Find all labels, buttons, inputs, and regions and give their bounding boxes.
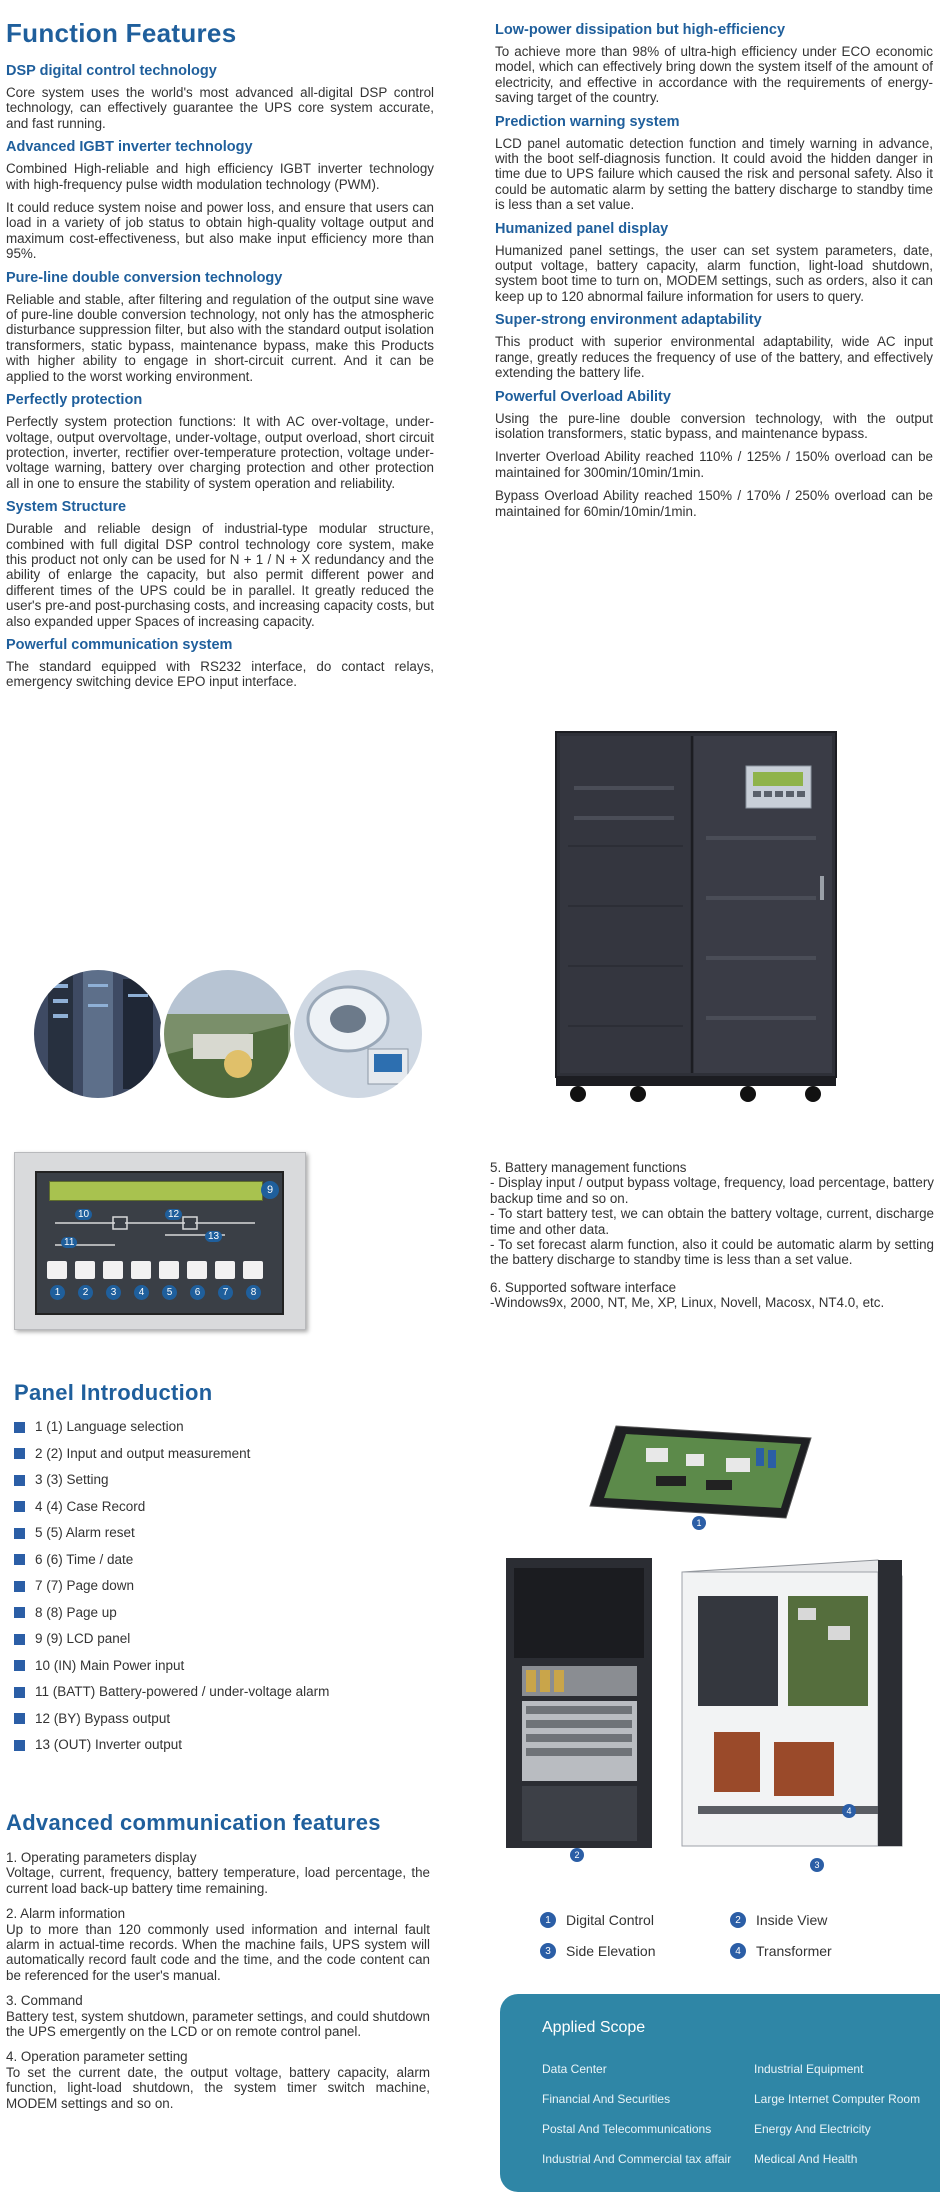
feature-paragraph: It could reduce system noise and power loss, and ensure that users can load in a variety of job status to obtain high-quality voltage output and maximum cost-effectiveness, but also make input efficiency more than 95%. — [6, 200, 434, 262]
panel-intro-label: 11 (BATT) Battery-powered / under-voltage alarm — [35, 1684, 330, 1699]
lcd-number-10: 10 — [75, 1209, 92, 1220]
function-features-left — [6, 18, 434, 698]
scope-item-left: Financial And Securities — [542, 2092, 671, 2106]
panel-intro-item — [14, 1653, 414, 1680]
panel-key — [47, 1261, 67, 1279]
photo-circles-graphic — [28, 964, 448, 1104]
bullet-square-icon — [14, 1501, 25, 1512]
bullet-square-icon — [14, 1740, 25, 1751]
battery-item — [490, 1160, 934, 1268]
panel-intro-item — [14, 1600, 414, 1627]
function-features-right — [495, 22, 933, 527]
panel-keys-row — [47, 1261, 272, 1309]
scope-item-left: Industrial And Commercial tax affair — [542, 2152, 732, 2166]
advanced-item — [6, 1850, 430, 1896]
feature-paragraph: Humanized panel settings, the user can set system parameters, date, output voltage, battery capacity, alarm function, light-load shutdown, system boot time to turn on, MODEM settings, such as orders, also it can keep up to 120 abnormal failure information for users to query. — [495, 242, 933, 304]
scope-item-left: Data Center — [542, 2062, 607, 2076]
feature-heading: Low-power dissipation but high-efficiency — [495, 22, 786, 38]
panel-intro-item — [14, 1626, 414, 1653]
lcd-number-13: 13 — [205, 1231, 222, 1242]
board-graphic — [586, 1418, 816, 1530]
panel-intro-label: 13 (OUT) Inverter output — [35, 1737, 183, 1752]
feature-paragraph: Using the pure-line double conversion technology, with the output isolation transformers, static bypass, and maintenance bypass. — [495, 410, 933, 441]
panel-intro-item — [14, 1706, 414, 1733]
panel-inner — [35, 1171, 284, 1315]
bullet-square-icon — [14, 1422, 25, 1433]
bullet-square-icon — [14, 1581, 25, 1592]
battery-item-title: 6. Supported software interface — [490, 1279, 677, 1295]
advanced-item-desc: To set the current date, the output voltage, battery capacity, alarm function, light-load shutdown, the system timer switch machine, MODEM settings and so on. — [6, 2064, 430, 2111]
battery-items — [490, 1160, 934, 1311]
panel-intro-item — [14, 1679, 414, 1706]
badge-digital-control: 1 — [692, 1516, 706, 1530]
lcd-number-badge: 9 — [261, 1181, 279, 1199]
panel-intro-item — [14, 1467, 414, 1494]
feature-heading: Advanced IGBT inverter technology — [6, 139, 253, 156]
panel-key — [243, 1261, 263, 1279]
bullet-square-icon — [14, 1660, 25, 1671]
bullet-square-icon — [14, 1554, 25, 1565]
feature-paragraph: Inverter Overload Ability reached 110% / 125% / 150% overload can be maintained for 300min/10min/1min. — [495, 449, 933, 480]
battery-item — [490, 1280, 934, 1311]
server-room-photo — [28, 964, 168, 1104]
bullet-square-icon — [14, 1607, 25, 1618]
panel-key — [187, 1261, 207, 1279]
badge-transformer: 4 — [842, 1804, 856, 1818]
panel-key-number: 5 — [162, 1285, 177, 1300]
panel-intro-item — [14, 1494, 414, 1521]
lcd-screen — [49, 1181, 263, 1201]
panel-key-number: 1 — [50, 1285, 65, 1300]
right-feature-sections — [495, 22, 933, 519]
panel-intro-item — [14, 1547, 414, 1574]
scope-item-right: Large Internet Computer Room — [754, 2092, 921, 2106]
panel-key — [75, 1261, 95, 1279]
feature-paragraph: LCD panel automatic detection function and timely warning in advance, with the boot self-diagnosis function. It could avoid the hidden danger in time due to UPS failure which caused the risk and personal safety. Also it could be automatic alarm by setting the battery discharge to standby time is less than a set value. — [495, 135, 933, 213]
side-elevation-graphic — [678, 1556, 906, 1872]
scope-item-right: Energy And Electricity — [754, 2122, 871, 2136]
feature-heading: Perfectly protection — [6, 392, 143, 409]
panel-intro-label: 10 (IN) Main Power input — [35, 1657, 185, 1673]
panel-intro-label: 4 (4) Case Record — [35, 1498, 146, 1514]
factory-photo — [158, 964, 298, 1104]
lcd-number-11: 11 — [61, 1237, 77, 1248]
legend-item — [730, 1912, 827, 1928]
bullet-square-icon — [14, 1634, 25, 1645]
panel-key — [103, 1261, 123, 1279]
digital-control-board-image — [586, 1418, 816, 1530]
panel-intro-label: 12 (BY) Bypass output — [35, 1710, 171, 1726]
bullet-square-icon — [14, 1687, 25, 1698]
badge-side-elevation: 3 — [810, 1858, 824, 1872]
inside-view-graphic — [504, 1556, 654, 1862]
panel-key-number: 7 — [218, 1285, 233, 1300]
panel-intro-item — [14, 1732, 414, 1759]
feature-heading: Pure-line double conversion technology — [6, 269, 283, 286]
advanced-item-desc: Battery test, system shutdown, parameter settings, and could shutdown the UPS emergently on the LCD or on remote control panel. — [6, 2008, 430, 2040]
inside-view-image — [504, 1556, 654, 1862]
panel-intro-item — [14, 1414, 414, 1441]
bullet-square-icon — [14, 1713, 25, 1724]
panel-key-number: 3 — [106, 1285, 121, 1300]
battery-item-title: 5. Battery management functions — [490, 1160, 687, 1175]
advanced-item-desc: Voltage, current, frequency, battery temperature, load percentage, the current load back-up battery time remaining. — [6, 1865, 430, 1896]
battery-item-desc: - Display input / output bypass voltage, frequency, load percentage, battery backup time and so on. - To start battery test, we can obtain the battery voltage, current, discharge time and other data. - To set forecast alarm function, also it could be automatic alarm by setting the battery discharge to standby time is less than a set value. — [490, 1175, 934, 1268]
advanced-item-title: 4. Operation parameter setting — [6, 2049, 188, 2065]
advanced-items — [6, 1850, 430, 2111]
legend-number-badge: 1 — [540, 1912, 556, 1928]
scope-item-right: Medical And Health — [754, 2152, 858, 2166]
feature-paragraph: Combined High-reliable and high efficiency IGBT inverter technology with high-frequency pulse width modulation technology (PWM). — [6, 161, 434, 192]
panel-key-number: 4 — [134, 1285, 149, 1300]
lcd-number-12: 12 — [165, 1209, 182, 1220]
advanced-item-title: 1. Operating parameters display — [6, 1850, 197, 1865]
ups-cabinet-graphic — [548, 726, 868, 1106]
advanced-item-title: 3. Command — [6, 1993, 83, 2009]
panel-intro-label: 1 (1) Language selection — [35, 1419, 184, 1434]
medical-equipment-photo — [288, 964, 428, 1104]
feature-heading: Prediction warning system — [495, 113, 680, 130]
panel-introduction — [14, 1380, 414, 1759]
feature-paragraph: Core system uses the world's most advanced all-digital DSP control technology, can effectively guarantee the UPS core system accurate, and fast running. — [6, 85, 434, 131]
feature-paragraph: Reliable and stable, after filtering and regulation of the output sine wave of pure-line double conversion technology, not only has the atmospheric disturbance suppression filter, but also with the standard output isolation transformers, static bypass, maintenance bypass, make this Products with higher ability to engage in short-circuit current. And it can be applied to the worst working environment. — [6, 291, 434, 384]
panel-key — [131, 1261, 151, 1279]
panel-intro-title: Panel Introduction — [14, 1380, 213, 1405]
advanced-item — [6, 1906, 430, 1983]
advanced-item — [6, 1993, 430, 2039]
side-elevation-image — [678, 1556, 906, 1872]
legend-label: Side Elevation — [566, 1943, 656, 1959]
legend-label: Digital Control — [566, 1912, 654, 1928]
badge-inside-view: 2 — [570, 1848, 584, 1862]
panel-intro-label: 2 (2) Input and output measurement — [35, 1445, 251, 1461]
feature-paragraph: Durable and reliable design of industrial-type modular structure, combined with full digital DSP control technology core system, make this product not only can be used for N + 1 / N + X redundancy and the ability of enlarge the capacity, but also permit different power and different times of the UPS could be in parallel. It greatly reduced the user's pre-and post-purchasing costs, and increasing capacity costs, but also expanded upper Spaces of increasing capacity. — [6, 521, 434, 629]
panel-intro-label: 8 (8) Page up — [35, 1604, 117, 1620]
panel-intro-label: 5 (5) Alarm reset — [35, 1525, 135, 1540]
panel-intro-item — [14, 1520, 414, 1547]
battery-item-desc: -Windows9x, 2000, NT, Me, XP, Linux, Novell, Macosx, NT4.0, etc. — [490, 1295, 885, 1311]
advanced-item-title: 2. Alarm information — [6, 1906, 126, 1922]
legend-item — [540, 1943, 656, 1959]
panel-key — [159, 1261, 179, 1279]
scope-item-right: Industrial Equipment — [754, 2062, 864, 2076]
feature-paragraph: This product with superior environmental adaptability, wide AC input range, greatly reduces the frequency of use of the battery, and effectively extending the battery life. — [495, 334, 933, 381]
feature-paragraph: The standard equipped with RS232 interface, do contact relays, emergency switching device EPO input interface. — [6, 658, 434, 690]
panel-key-number: 2 — [78, 1285, 93, 1300]
feature-paragraph: To achieve more than 98% of ultra-high efficiency under ECO economic model, which can effectively bring down the system itself of the amount of electricity, and effective in accordance with the requirements of energy-saving target of the country. — [495, 44, 933, 106]
panel-intro-label: 3 (3) Setting — [35, 1472, 109, 1487]
bullet-square-icon — [14, 1475, 25, 1486]
panel-intro-item — [14, 1573, 414, 1600]
feature-paragraph: Perfectly system protection functions: It with AC over-voltage, under-voltage, output overvoltage, under-voltage, output overload, short circuit protection, inverter, rectifier over-temperature protection, voltage under-voltage warning, battery over charging protection and other protection all in one to ensure the stability of system operation and reliability. — [6, 414, 434, 491]
battery-management-block — [490, 1160, 934, 1323]
bullet-square-icon — [14, 1528, 25, 1539]
legend-item — [730, 1943, 832, 1959]
application-photo-circles — [28, 964, 448, 1104]
applied-scope-title: Applied Scope — [542, 2019, 646, 2036]
legend-item — [540, 1912, 654, 1928]
advanced-title: Advanced communication features — [6, 1810, 381, 1835]
bullet-square-icon — [14, 1448, 25, 1459]
feature-heading: Powerful Overload Ability — [495, 388, 671, 405]
panel-key-number: 6 — [190, 1285, 205, 1300]
control-panel-image — [14, 1152, 306, 1330]
scope-item-left: Postal And Telecommunications — [542, 2122, 712, 2136]
panel-intro-item — [14, 1441, 414, 1468]
panel-intro-list — [14, 1414, 414, 1759]
advanced-communication — [6, 1810, 430, 2121]
panel-intro-label: 7 (7) Page down — [35, 1578, 135, 1593]
applied-scope-box — [500, 1994, 940, 2192]
legend-number-badge: 2 — [730, 1912, 746, 1928]
advanced-item — [6, 2049, 430, 2111]
left-feature-sections — [6, 63, 434, 690]
legend-number-badge: 3 — [540, 1943, 556, 1959]
legend-number-badge: 4 — [730, 1943, 746, 1959]
panel-key-number: 8 — [246, 1285, 261, 1300]
advanced-item-desc: Up to more than 120 commonly used information and internal fault alarm in actual-time records. When the machine fails, UPS system will automatically record fault code and the time, and the code content can be referenced for the user's manual. — [6, 1921, 430, 1983]
feature-paragraph: Bypass Overload Ability reached 150% / 170% / 250% overload can be maintained for 60min/10min/1min. — [495, 488, 933, 519]
views-legend — [540, 1912, 900, 1972]
panel-intro-label: 9 (9) LCD panel — [35, 1631, 131, 1646]
feature-heading: Humanized panel display — [495, 220, 669, 237]
panel-intro-label: 6 (6) Time / date — [35, 1551, 134, 1567]
panel-key — [215, 1261, 235, 1279]
ups-cabinet-image — [548, 726, 868, 1106]
feature-heading: DSP digital control technology — [6, 63, 217, 79]
feature-heading: Super-strong environment adaptability — [495, 312, 762, 329]
legend-label: Transformer — [756, 1943, 832, 1959]
legend-label: Inside View — [756, 1912, 828, 1928]
page-title: Function Features — [6, 18, 237, 48]
feature-heading: System Structure — [6, 499, 127, 516]
feature-heading: Powerful communication system — [6, 636, 233, 653]
